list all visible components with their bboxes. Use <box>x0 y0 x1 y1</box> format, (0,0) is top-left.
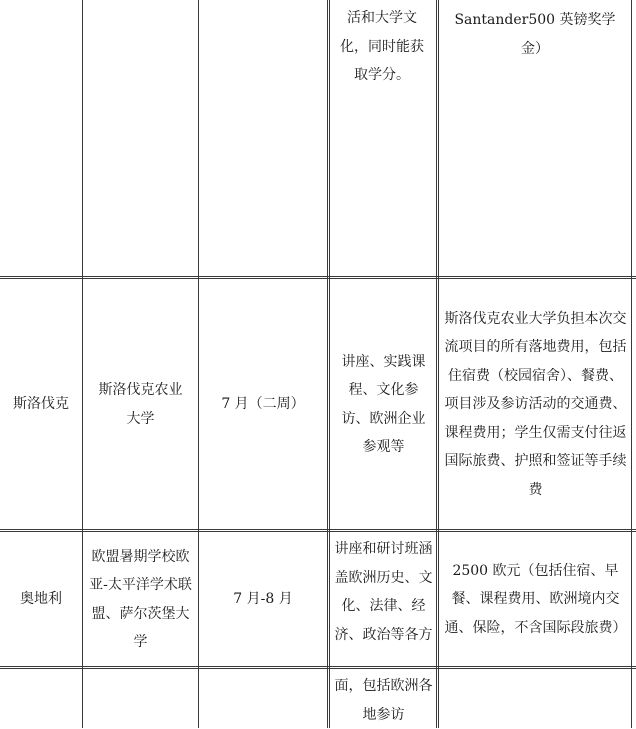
column-divider <box>436 0 439 728</box>
table-cell-university <box>83 280 198 529</box>
cell-text: 面，包括欧洲各地参访 <box>334 678 433 723</box>
table-cell-period <box>199 533 327 666</box>
cell-text: 讲座、实践课程、文化参访、欧洲企业参观等 <box>341 353 426 455</box>
cell-text: 斯洛伐克农业大学负担本次交流项目的所有落地费用，包括住宿费（校园宿舍）、餐费、项目涉及参访活动的交通费、课程费用；学生仅需支付往返国际旅费、护照和签证等手续费 <box>444 310 627 498</box>
table-cell-cost <box>440 533 631 666</box>
table-cell-content <box>331 4 433 90</box>
cell-text: 欧盟暑期学校欧亚-太平洋学术联盟、萨尔茨堡大学 <box>89 548 192 650</box>
table-cell-period <box>199 280 327 529</box>
column-divider <box>327 0 330 728</box>
cell-text: 活和大学文化，同时能获取学分。 <box>340 10 424 83</box>
table-cell-country <box>0 533 82 666</box>
table-cell-country <box>0 280 82 529</box>
cell-text: 讲座和研讨班涵盖欧洲历史、文化、法律、经济、政治等各方 <box>334 541 433 643</box>
column-divider <box>631 0 632 728</box>
row-divider <box>0 666 636 669</box>
table-cell-content <box>331 535 436 649</box>
row-divider <box>0 276 636 279</box>
table-cell-cost <box>440 6 630 63</box>
table-cell-university <box>83 533 198 666</box>
row-divider <box>0 529 636 532</box>
cell-text: 斯洛伐克 <box>13 396 69 413</box>
cell-text: Santander500 英镑奖学金） <box>454 12 616 57</box>
cell-text: 7 月-8 月 <box>233 591 293 608</box>
table-cell-content <box>331 672 436 729</box>
cell-text: 7 月（二周） <box>221 396 305 413</box>
cell-text: 奥地利 <box>20 591 62 608</box>
table-cell-cost <box>440 280 631 529</box>
cell-text: 2500 欧元（包括住宿、早餐、课程费用、欧洲境内交通、保险，不含国际段旅费） <box>444 562 627 636</box>
cell-text: 斯洛伐克农业大学 <box>98 382 183 427</box>
table-cell-content <box>331 280 436 529</box>
